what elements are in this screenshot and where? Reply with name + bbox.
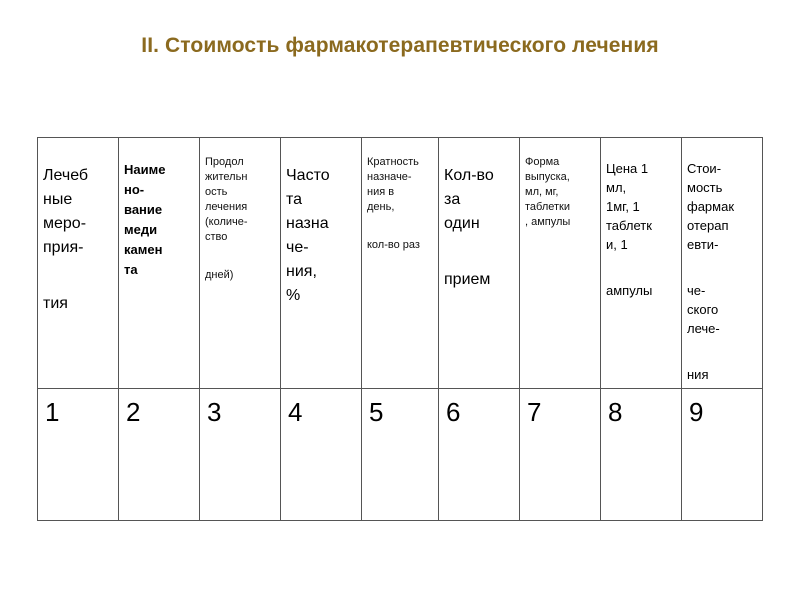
header-cell-dose-amount: Кол-во за один прием (439, 138, 520, 389)
column-number-cell: 8 (601, 389, 682, 521)
column-number-cell: 1 (38, 389, 119, 521)
header-cell-price: Цена 1 мл, 1мг, 1 таблетк и, 1 ампулы (601, 138, 682, 389)
column-number-cell: 9 (682, 389, 763, 521)
header-cell-total-cost: Стои- мость фармак отерап евти- че- ского лече- ния (682, 138, 763, 389)
column-number-cell: 4 (281, 389, 362, 521)
header-cell-duration: Продол жительн ость лечения (количе- ство дней) (200, 138, 281, 389)
header-cell-frequency: Часто та назна че- ния, % (281, 138, 362, 389)
header-cell-activities: Лечеб ные меро- прия- тия (38, 138, 119, 389)
header-cell-multiplicity: Кратность назначе- ния в день, кол-во раз (362, 138, 439, 389)
cost-table (37, 137, 763, 521)
column-number-cell: 2 (119, 389, 200, 521)
column-number-cell: 7 (520, 389, 601, 521)
header-cell-release-form: Форма выпуска, мл, мг, таблетки , ампулы (520, 138, 601, 389)
column-number-cell: 6 (439, 389, 520, 521)
column-number-cell: 5 (362, 389, 439, 521)
column-number-row (38, 389, 763, 521)
column-number-cell: 3 (200, 389, 281, 521)
header-row (38, 138, 763, 389)
header-cell-drug-name: Наиме но- вание меди камен та (119, 138, 200, 389)
slide-title: II. Стоимость фармакотерапевтического лечения (141, 34, 659, 57)
